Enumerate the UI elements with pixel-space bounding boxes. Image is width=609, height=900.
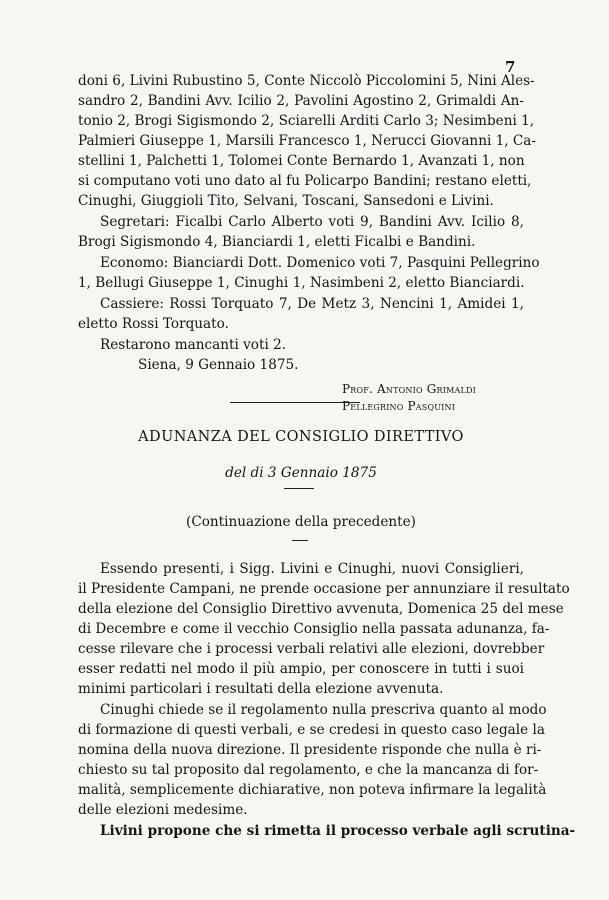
page-number: 7 (505, 58, 516, 76)
body-line: il Presidente Campani, ne prende occasione per annunziare il resultato (78, 581, 570, 597)
text-line: doni 6, Livini Rubustino 5, Conte Niccolò Piccolomini 5, Nini Ales- (78, 73, 535, 89)
body-line: nomina della nuova direzione. Il presidente risponde che nulla è ri- (78, 742, 542, 758)
text-line: tonio 2, Brogi Sigismondo 2, Sciarelli Arditi Carlo 3; Nesimbeni 1, (78, 113, 535, 129)
cassiere-line: Cassiere: Rossi Torquato 7, De Metz 3, Nencini 1, Amidei 1, (100, 296, 524, 312)
cassiere-line: eletto Rossi Torquato. (78, 316, 229, 332)
body-line: minimi particolari i resultati della elezione avvenuta. (78, 681, 444, 697)
body-line: Essendo presenti, i Sigg. Livini e Cinughi, nuovi Consiglieri, (100, 561, 524, 577)
economo-line: Economo: Bianciardi Dott. Domenico voti 7, Pasquini Pellegrino (100, 255, 540, 271)
body-line: delle elezioni medesime. (78, 802, 248, 818)
text-line: stellini 1, Palchetti 1, Tolomei Conte Bernardo 1, Avanzati 1, non (78, 153, 525, 169)
body-line: della elezione del Consiglio Direttivo avvenuta, Domenica 25 del mese (78, 601, 564, 617)
text-line: Cinughi, Giuggioli Tito, Selvani, Toscani, Sansedoni e Livini. (78, 193, 494, 209)
short-dash (292, 540, 308, 541)
meeting-heading: ADUNANZA DEL CONSIGLIO DIRETTIVO (138, 429, 464, 445)
short-rule (284, 488, 314, 489)
body-line: malità, semplicemente dichiarative, non poteva infirmare la legalità (78, 782, 547, 798)
body-line: di Decembre e come il vecchio Consiglio nella passata adunanza, fa- (78, 621, 550, 637)
continuation-note: (Continuazione della precedente) (186, 514, 416, 530)
text-line: si computano voti uno dato al fu Policarpo Bandini; restano eletti, (78, 173, 532, 189)
segretari-line: Brogi Sigismondo 4, Bianciardi 1, eletti Ficalbi e Bandini. (78, 234, 476, 250)
text-line: Palmieri Giuseppe 1, Marsili Francesco 1, Nerucci Giovanni 1, Ca- (78, 133, 537, 149)
body-line: chiesto su tal proposito dal regolamento, e che la mancanza di for- (78, 762, 539, 778)
body-line: Livini propone che si rimetta il processo verbale agli scrutina- (100, 823, 576, 839)
restarono-line: Restarono mancanti voti 2. (100, 337, 287, 353)
text-line: sandro 2, Bandini Avv. Icilio 2, Pavolini Agostino 2, Grimaldi An- (78, 93, 524, 109)
segretari-line: Segretari: Ficalbi Carlo Alberto voti 9, Bandini Avv. Icilio 8, (100, 214, 524, 230)
body-line: Cinughi chiede se il regolamento nulla prescriva quanto al modo (100, 702, 547, 718)
signature-pasquini: Pellegrino Pasquini (342, 399, 456, 413)
body-line: esser redatti nel modo il più ampio, per conoscere in tutti i suoi (78, 661, 524, 677)
body-line: cesse rilevare che i processi verbali relativi alle elezioni, dovrebber (78, 641, 545, 657)
place-date: Siena, 9 Gennaio 1875. (138, 357, 299, 373)
meeting-date: del di 3 Gennaio 1875 (225, 465, 377, 481)
section-divider (230, 402, 360, 403)
signature-grimaldi: Prof. Antonio Grimaldi (342, 382, 476, 396)
economo-line: 1, Bellugi Giuseppe 1, Cinughi 1, Nasimbeni 2, eletto Bianciardi. (78, 275, 525, 291)
body-line: di formazione di questi verbali, e se credesi in questo caso legale la (78, 722, 545, 738)
